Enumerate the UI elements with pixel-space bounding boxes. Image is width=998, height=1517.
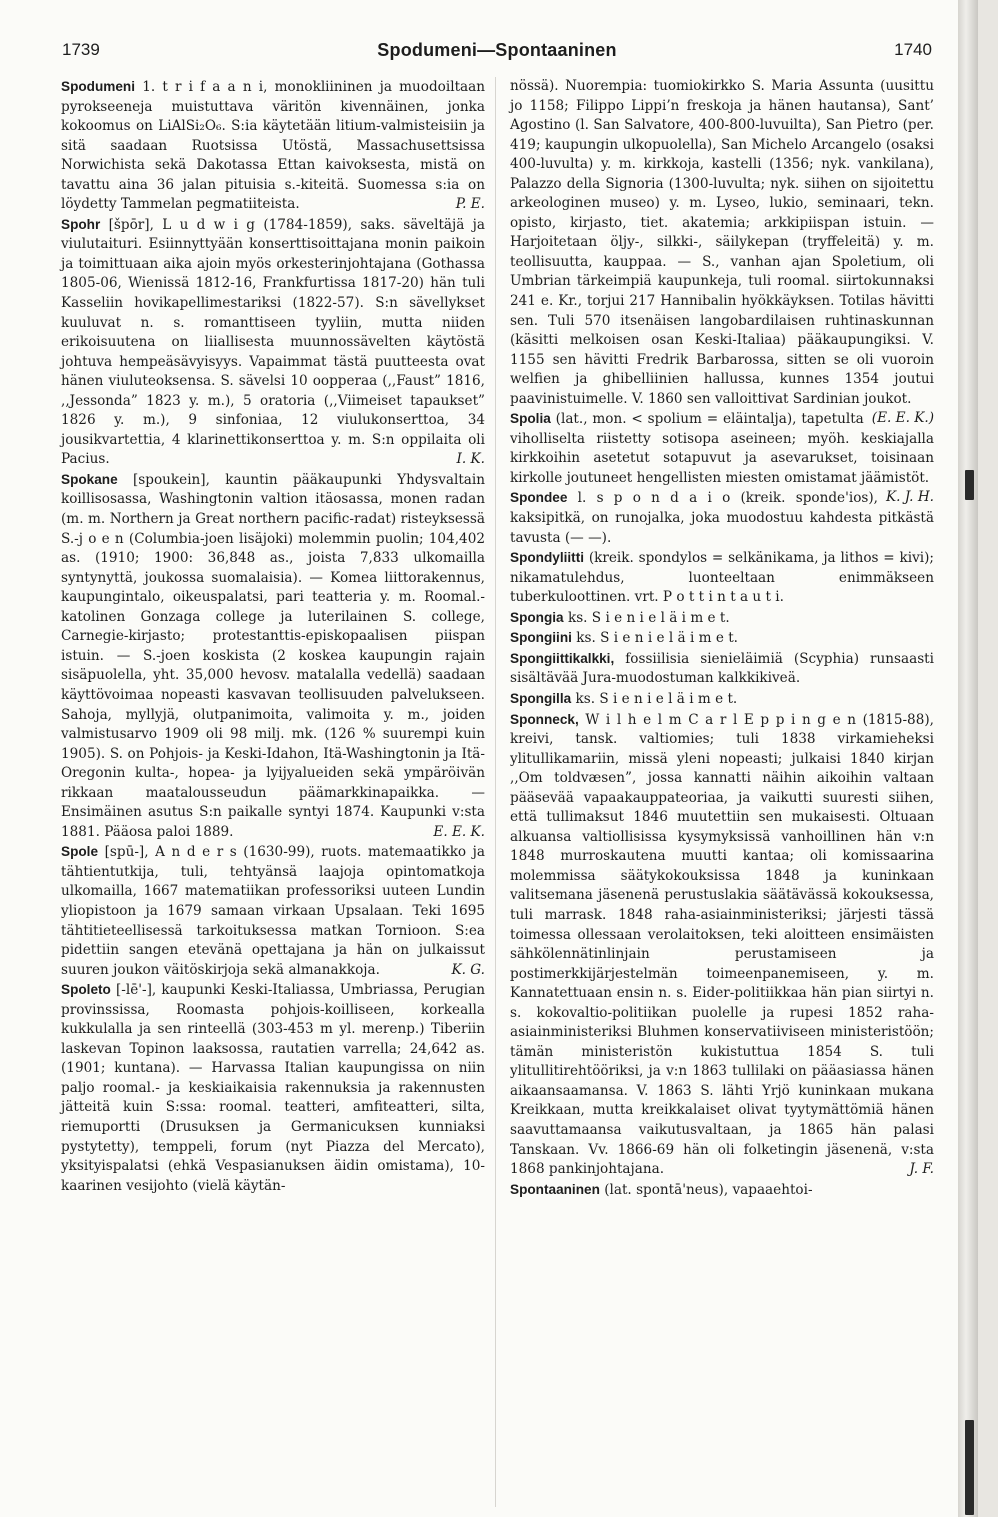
article-entry <box>510 710 934 1180</box>
entry-headword: Spohr <box>61 216 101 232</box>
entry-text: (lat. spontā'neus), vapaaehtoi- <box>604 1181 813 1198</box>
page-number-right: 1740 <box>894 40 932 59</box>
page-header <box>62 40 932 66</box>
entry-text: ks. S i e n i e l ä i m e t. <box>575 690 738 707</box>
entry-text: [-lē'-], kaupunki Keski-Italiassa, Umbriassa, Perugian provinssissa, Roomasta pohjois-koilliseen, korkealla kukkulalla ja sen rinteellä (303-453 m yl. merenp.) Tiberiin laskevan Topinon laaksossa, rautatien varrella; 24,642 as. (1901; kuntana). — Harvassa Italian kaupungissa on niin paljo roomal.- ja keskiaikaisia rakennuksia ja rakennusten jätteitä kuin S:ssa: roomal. teatteri, amfiteatteri, silta, riemuportti (Drusuksen ja Germanicuksen kunniaksi pystytetty), temppeli, forum (nyt Piazza del Mercato), yksityispalatsi (ehkä Vespasianuksen äidin omistama), 10-kaarinen vesijohto (vielä käytän- <box>61 982 485 1194</box>
entry-headword: Spondee <box>510 490 568 506</box>
entry-text: fossiilisia sienieläimiä (Scyphia) runsaasti sisältävää Jura-muodostuman kalkkikiveä. <box>510 650 934 687</box>
entry-text: [spū-], A n d e r s (1630-99), ruots. matemaatikko ja tähtientutkija, tuli, tehtyänsä laajoja opintomatkoja ulkomailla, 1667 matematiikan professoriksi uuteen Lundin yliopistoon ja 1679 samaan virkaan Upsalaan. Teki 1695 tähtitieteellisessä tarkoituksessa matkan Tornioon. S:ea pidettiin sangen etevänä opettajana ja hän on julkaissut suuren joukon väitöskirjoja sekä almanakkoja. <box>61 844 485 978</box>
author-signature: K. G. <box>451 961 485 978</box>
right-column <box>510 77 934 1200</box>
entry-text: ks. S i e n i e l ä i m e t. <box>567 609 730 626</box>
entry-headword: Spongia <box>510 609 564 625</box>
entry-text: l. s p o n d a i o (kreik. sponde'ios), kaksipitkä, on runojalka, joka muodostuu kahdesta pitkästä tavusta (— —). <box>510 490 934 546</box>
running-title: Spodumeni—Spontaaninen <box>377 40 617 60</box>
author-signature: E. E. K. <box>433 823 485 840</box>
entry-text: nössä). Nuorempia: tuomiokirkko S. Maria Assunta (uusittu jo 1158; Filippo Lippi’n freskoja ja hänen hautansa), Sant’ Agostino (l. San Salvatore, 400-800-luvuilta), San Pietro (per. 419; kaupungin ulkopuolella), San Michelo Arcangelo (osaksi 400-luvulta) y. m. kirkkoja, kastelli (1356; nyk. vankilana), Palazzo della Signoria (1300-luvulta; nyk. siihen on sijoitettu arkeologinen museo) y. m. Lyseo, lukio, seminaari, tekn. opisto, kirjasto, tiet. akatemia; arkkipiispan istuin. — Harjoitetaan öljy-, silkki-, säilykepan (tryffeleitä) y. m. teollisuutta, kauppaa. — S., vanhan ajan Spoletium, oli Umbrian tärkeimpiä kaupunkeja, tuli roomal. siirtokunnaksi 241 e. Kr., torjui 217 Hannibalin hyökkäyksen. Totilas hävitti sen. Tuli 570 itsenäisen langobardilaisen ruhtinaskunnan (käsitti melkoisen osan Keski-Italiaa) pääkaupungiksi. V. 1155 sen hävitti Fredrik Barbarossa, sitten se oli vuoroin welfien ja ghibelliinien hallussa, kunnes 1354 joutui paavinistuimelle. V. 1860 sen valloittivat Sardinian joukot. <box>510 78 934 407</box>
entry-headword: Spontaaninen <box>510 1181 600 1197</box>
author-signature: (E. E. K.) <box>871 410 934 427</box>
entry-text: W i l h e l m C a r l E p p i n g e n (1815-88), kreivi, tansk. valtiomies; tuli 1838 virkamieheksi ylitullikamariin, missä yleni nopeasti; julkaisi 1840 kirjan ,,Om toldvæsen”, jossa kannatti näihin aikoihin valtaan pääsevää vapaakauppateoriaa, ja vaikutti suuresti siihen, että tullimaksut 1846 muutettiin sen mukaisesti. Oltuaan alkuansa valtiollisissa kysymyksissä vanhoillinen hän v:n 1848 murroskautena muutti kantaa; oli komissaarina molemmissa säätykokouksissa 1848 ja kuninkaan valitsemana jäsenenä perustuslakia säätävässä kokouksessa, tuli marrask. 1848 raha-asiainministeriksi; järjesti tässä toimessa ollessaan verolaitoksen, teki aloitteen ensimäisten sähkölennätinlinjain perustamiseen ja postimerkkijärjestelmän toimeenpanemiseen, y. m. Kannatettuaan ensin n. s. Eider-politiikkaa hän pian siirtyi n. s. kokovaltio-politiikan puolelle ja rupesi 1852 raha-asiainministeriksi Bluhmen konservatiiviseen ministeristöön; tämän ministeristön kukistuttua 1854 S. tuli ylitullitirehtööriksi, ja v:n 1863 tullilaki on pääasiassa hänen aikaansaamansa. V. 1863 S. lähti Yrjö kuninkaan mukana Kreikkaan, mutta kreikkalaiset olivat tyytymättömiä hänen saavuttamaansa vaikutusvaltaan, ja 1865 hän palasi Tanskaan. Vv. 1866-69 hän oli folketingin jäsenenä, v:sta 1868 pankinjohtajana. <box>510 711 934 1178</box>
author-signature: J. F. <box>909 1161 934 1178</box>
entry-headword: Spole <box>61 844 99 860</box>
article-entry <box>61 980 485 1196</box>
entry-text: (kreik. spondylos = selkänikama, ja lithos = kivi); nikamatulehdus, luonteeltaan enimmäkseen tuberkuloottinen. vrt. P o t t i n t a u t i. <box>510 550 934 606</box>
article-entry <box>61 842 485 980</box>
author-signature: P. E. <box>455 196 485 213</box>
entry-text: [spoukein], kauntin pääkaupunki Yhdysvaltain koillisosassa, Washingtonin valtion itäosassa, monen radan (m. m. Northern ja Great northern pacific-radat) risteyksessä S.-j o e n (Columbia-joen lisäjoki) molemmin puolin; 104,402 as. (1910; 1900: 36,848 as., joista 7,833 ulkomailla syntynyttä, joukossa suomalaisia). — Komea liittorakennus, kaupungintalo, oikeuspalatsi, pari teatteria y. m. Roomal.-katolinen Gonzaga college ja luterilainen S. college, Carnegie-kirjasto; protestanttis-episkopaalisen piispan istuin. — S.-joen koskista (2 koskea kaupungin rajain sisäpuolella, yht. 35,000 hevosv. matalalla vedellä) saadaan käyttövoimaa nopeasti kasvavan teollisuuden palvelukseen. Sahoja, myllyjä, olutpanimoita, valimoita y. m., joiden valmistusarvo 1909 oli 98 milj. mk. (126 % suurempi kuin 1905). S. on Pohjois- ja Keski-Idahon, Itä-Washingtonin ja Itä-Oregonin kulta-, hopea- ja lyijyalueiden sekä ympäröivän rikkaan maatalousseudun päämarkkinapaikka. — Ensimäinen asutus S:n paikalle syntyi 1874. Kaupunki v:sta 1881. Pääosa paloi 1889. <box>61 471 485 840</box>
entry-headword: Spongilla <box>510 690 572 706</box>
edge-mark <box>965 1420 974 1515</box>
edge-mark <box>965 470 974 500</box>
author-signature: K. J. H. <box>885 489 934 506</box>
entry-headword: Sponneck, <box>510 711 579 727</box>
article-entry <box>510 628 934 649</box>
entry-headword: Spolia <box>510 411 551 427</box>
book-spine-edge <box>958 0 978 1517</box>
article-entry <box>510 608 934 629</box>
entry-headword: Spongiittikalkki, <box>510 650 615 666</box>
page-number-left: 1739 <box>62 40 100 59</box>
entry-text: 1. t r i f a a n i, monokliininen ja muodoiltaan pyrokseeneja muistuttava väritön kivennäinen, jonka kokoomus on LiAlSi₂O₆. S:ia käytetään litium-valmisteisiin ja sitä saadaan Ruotsissa Utöstä, Massachusettsissa Norwichista sekä Dakotassa Ettan kaivoksesta, mistä on tavattu aina 36 jalan pituisia s.-kiteitä. Suomessa s:ia on löydetty Tammelan pegmatiiteista. <box>61 79 485 213</box>
entry-text: (lat., mon. < spolium = eläintalja), tapetulta viholliselta riistetty sotisopa aseineen; myöh. keskiajalla kirkkoihin asetetut sotapuvut ja asevarukset, toisinaan kirkolle joutuneet hengellisten miesten omistamat jäämistöt. <box>510 411 934 486</box>
column-gutter <box>495 77 496 1507</box>
article-entry <box>510 649 934 689</box>
article-entry <box>510 548 934 608</box>
article-entry <box>510 1180 934 1201</box>
article-entry <box>61 470 485 842</box>
article-entry <box>61 215 485 470</box>
entry-text: ks. S i e n i e l ä i m e t. <box>576 630 739 647</box>
entry-headword: Spokane <box>61 471 118 487</box>
author-signature: I. K. <box>456 451 485 468</box>
entry-headword: Spoleto <box>61 982 111 998</box>
entry-headword: Spondyliitti <box>510 550 585 566</box>
article-entry <box>61 77 485 215</box>
entry-text: [špōr], L u d w i g (1784-1859), saks. säveltäjä ja viulutaituri. Esiinnyttyään konserttisoittajana monin paikoin ja toimittuaan aika ajoin myös orkesterinjohtajana (Gothassa 1805-06, Wienissä 1812-16, Frankfurtissa 1817-20) hän tuli Kasseliin hovikapellimestariksi (1822-57). S:n sävellykset kuuluvat n. s. romanttiseen tyyliin, mutta niiden erikoisuutena on liiallisesta muunnossävelten käytöstä johtuva hempeäsävyisyys. Vapaimmat tästä puutteesta ovat hänen viuluteoksensa. S. sävelsi 10 oopperaa (,,Faust” 1816, ,,Jessonda” 1823 y. m.), 5 oratoria (,,Viimeiset tapaukset” 1826 y. m.), 9 sinfoniaa, 12 viulukonserttoa, 34 jousikvartettia, 4 klarinettikonserttoa y. m. S:n oppilaita oli Pacius. <box>61 216 485 468</box>
left-column <box>61 77 485 1196</box>
article-entry <box>510 689 934 710</box>
entry-headword: Spongiini <box>510 630 572 646</box>
article-entry <box>510 488 934 548</box>
entry-headword: Spodumeni <box>61 79 136 94</box>
